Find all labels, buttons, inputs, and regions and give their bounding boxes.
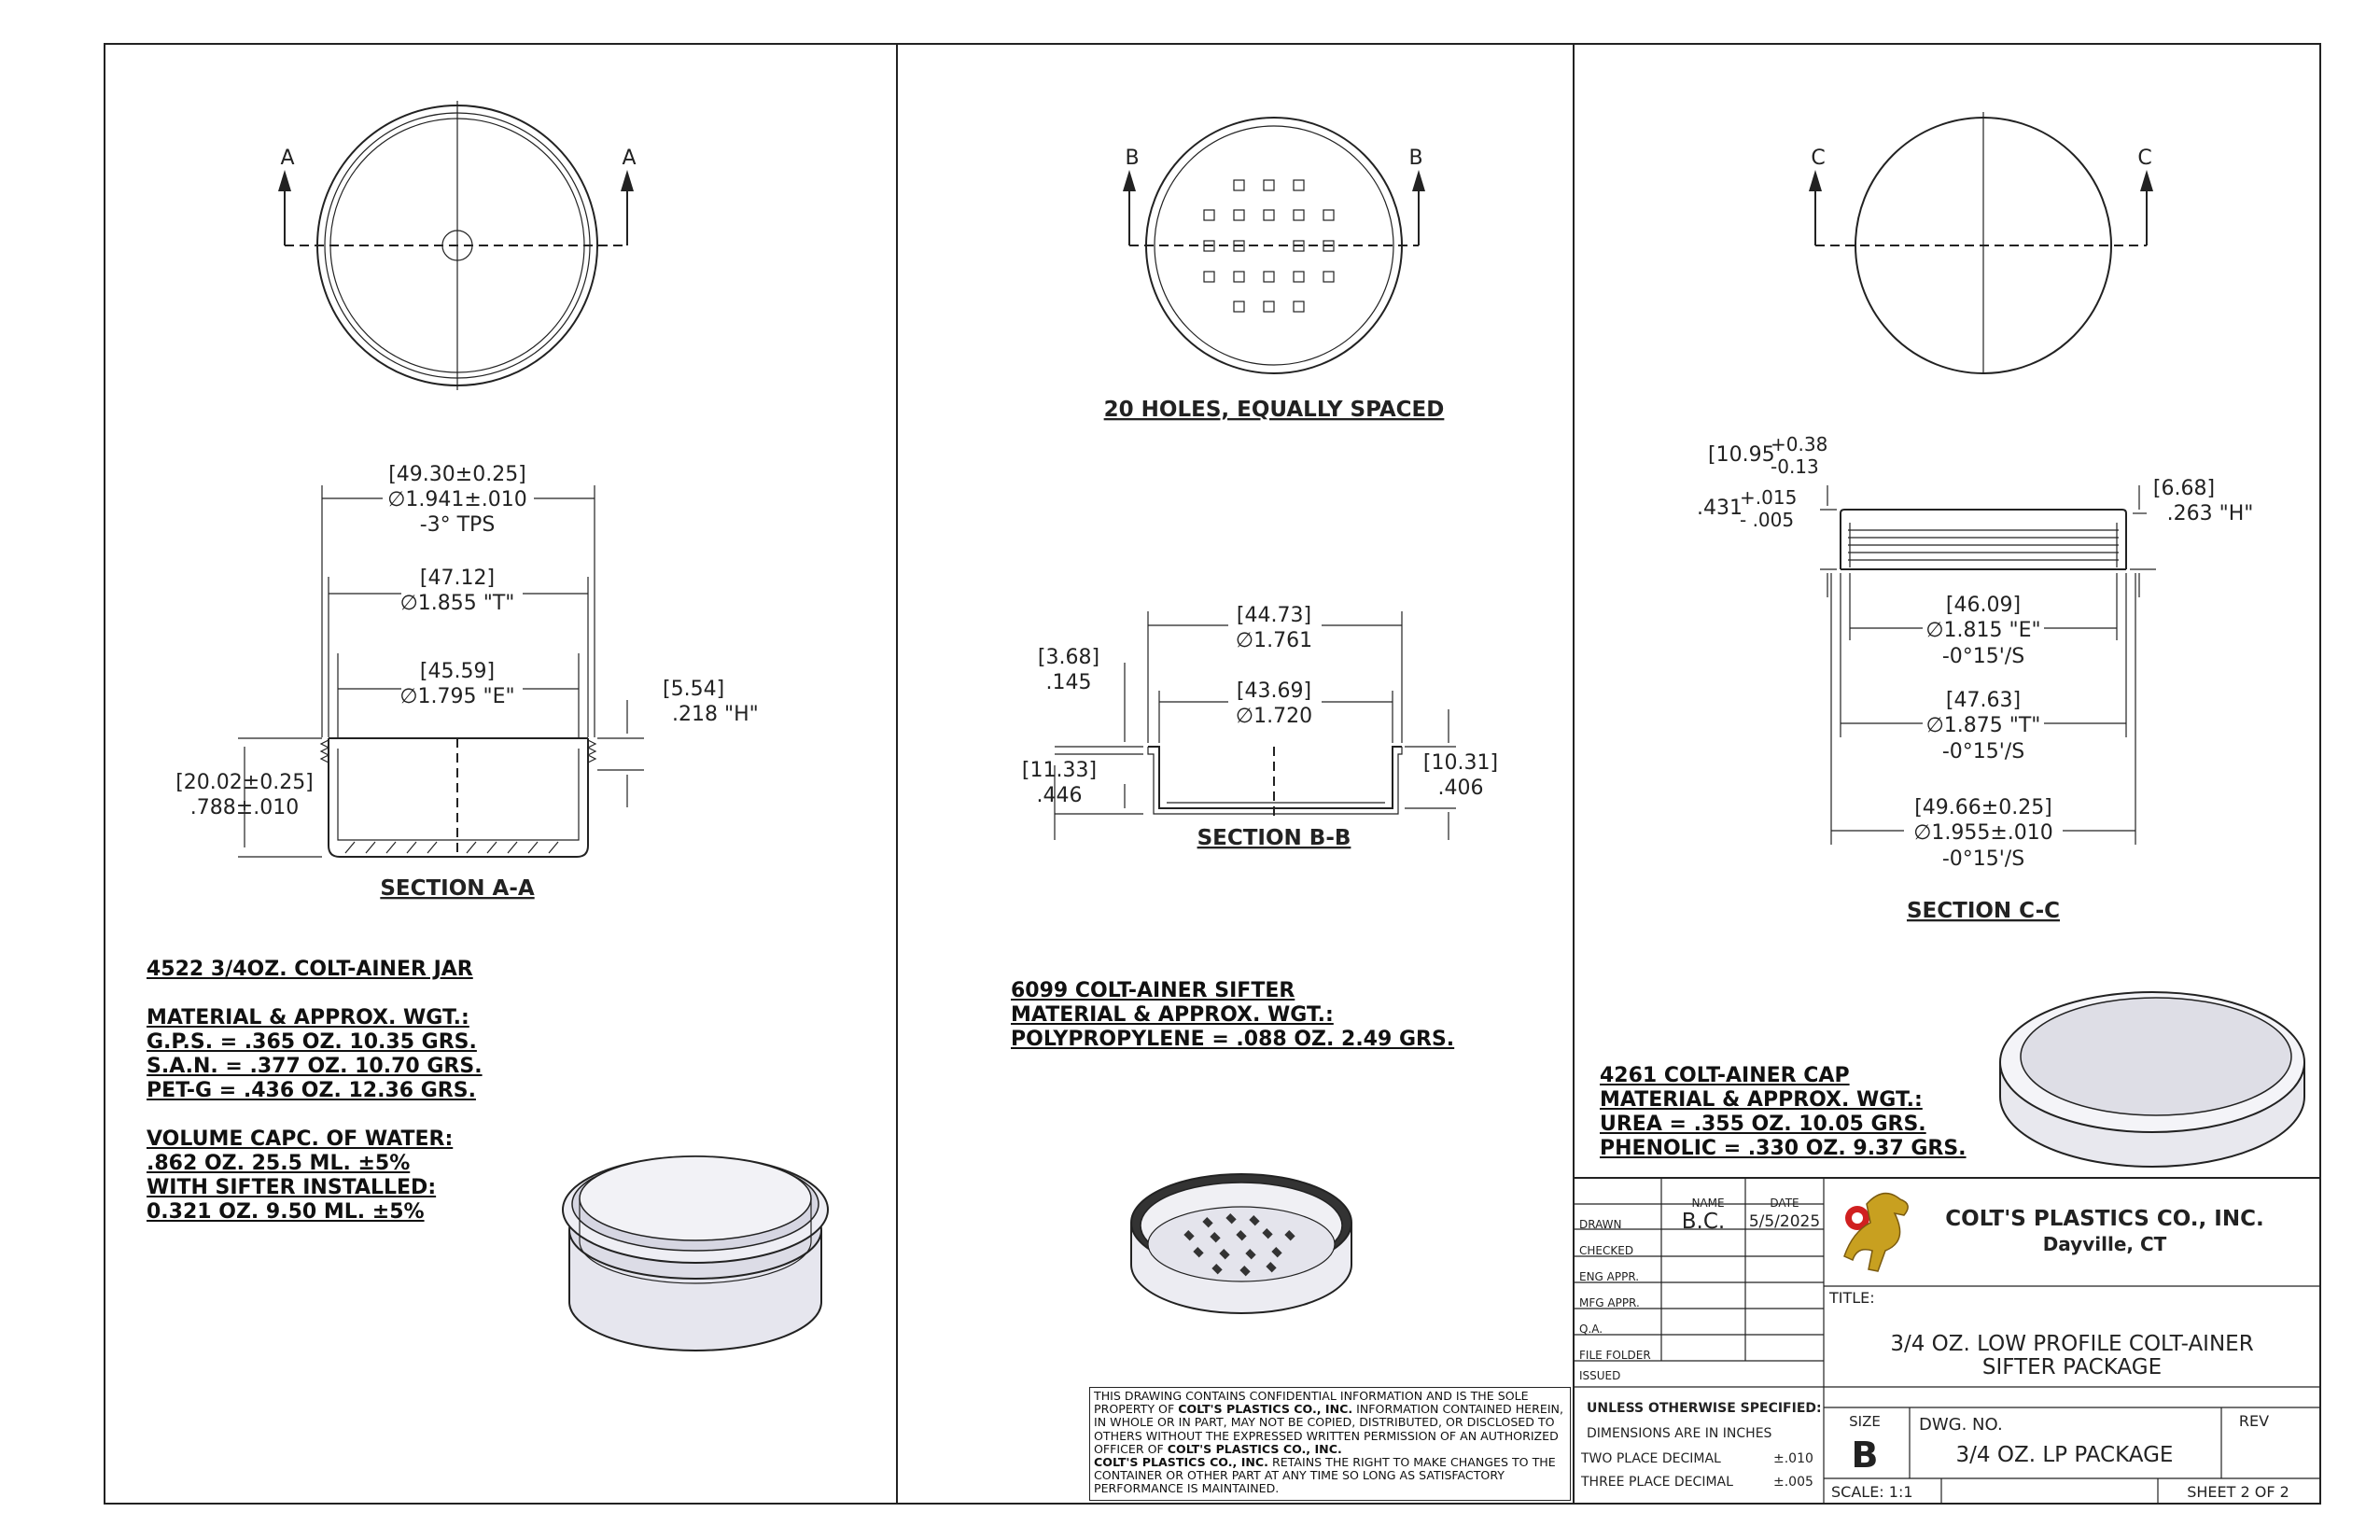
row-file-folder: FILE FOLDER [1579,1349,1651,1362]
jar-note-line [147,982,483,1006]
jar-isometric-render [563,1156,828,1351]
section-a-title: SECTION A-A [380,876,535,901]
cap-od-in: ∅1.955±.010 [1913,821,2053,845]
holes-note: 20 HOLES, EQUALLY SPACED [1103,398,1445,422]
jar-t-mm: [47.12] [419,567,496,590]
sheet-size: B [1851,1435,1879,1476]
jar-note-line: G.P.S. = .365 OZ. 10.35 GRS. [147,1030,477,1054]
two-place-decimal: TWO PLACE DECIMAL [1581,1451,1721,1466]
cap-note-line: MATERIAL & APPROX. WGT.: [1600,1088,1923,1112]
notice-company: COLT'S PLASTICS CO., INC. [1167,1441,1342,1456]
section-c-title: SECTION C-C [1906,899,2061,923]
size-label: SIZE [1849,1413,1881,1430]
cap-height-tol-minus: -0.13 [1771,455,1819,478]
cap-t-in: ∅1.875 "T" [1925,714,2041,737]
rev-label: REV [2238,1412,2270,1430]
cap-height-in-tol-minus: - .005 [1740,509,1795,531]
jar-e-mm: [45.59] [419,660,496,683]
row-issued: ISSUED [1579,1369,1621,1382]
sifter-id-mm: [43.69] [1236,679,1312,703]
cap-h-mm: [6.68] [2152,477,2216,500]
cap-height-in: .431 [1697,497,1743,520]
drawn-name: B.C. [1681,1210,1726,1234]
row-qa: Q.A. [1579,1323,1603,1336]
company-name: COLT'S PLASTICS CO., INC. [1945,1207,2264,1231]
section-arrow-label: A [622,147,637,170]
jar-note-line: PET-G = .436 OZ. 12.36 GRS. [147,1079,476,1102]
sifter-height2-in: .406 [1437,777,1484,800]
notice-company: COLT'S PLASTICS CO., INC. [1178,1402,1353,1417]
company-location: Dayville, CT [2042,1233,2167,1255]
jar-note-line: 0.321 OZ. 9.50 ML. ±5% [147,1200,425,1224]
two-place-tol: ±.010 [1773,1451,1813,1466]
jar-section-view [321,738,595,857]
sifter-notes [1011,979,1454,1052]
jar-notes [147,958,483,1225]
section-arrow-label: B [1125,147,1140,170]
sifter-id-in: ∅1.720 [1235,705,1313,728]
drawing-title-line2: SIFTER PACKAGE [1981,1355,2163,1379]
cap-section-view [1841,510,2126,569]
unless-specified: UNLESS OTHERWISE SPECIFIED: [1587,1401,1822,1416]
row-drawn: DRAWN [1579,1218,1622,1231]
notice-company: COLT'S PLASTICS CO., INC. [1094,1455,1268,1470]
jar-od-in: ∅1.941±.010 [387,488,527,511]
sifter-flange-in: .145 [1045,671,1092,694]
jar-note-line: WITH SIFTER INSTALLED: [147,1176,437,1199]
cap-e-mm: [46.09] [1945,594,2022,617]
sheet-number: SHEET 2 OF 2 [2187,1483,2289,1501]
section-b-title: SECTION B-B [1197,826,1351,850]
cap-notes [1600,1064,1967,1161]
proprietary-notice [1089,1387,1571,1501]
row-eng-appr: ENG APPR. [1579,1270,1640,1283]
row-mfg-appr: MFG APPR. [1579,1296,1640,1309]
notice-text: RETAINS THE RIGHT TO MAKE CHANGES TO THE CONTAINER OR OTHER PART AT ANY TIME SO LONG AS SATISFACTORY PERFORMANCE IS MAINTAINED. [1094,1455,1556,1496]
sifter-flange-mm: [3.68] [1037,646,1100,669]
dwg-no: 3/4 OZ. LP PACKAGE [1955,1443,2174,1467]
col-date: DATE [1770,1197,1799,1210]
jar-note-line: .862 OZ. 25.5 ML. ±5% [147,1152,411,1175]
sifter-note-line: POLYPROPYLENE = .088 OZ. 2.49 GRS. [1011,1028,1455,1051]
drawn-date: 5/5/2025 [1748,1212,1821,1231]
jar-height-mm: [20.02±0.25] [175,771,314,794]
sifter-od-in: ∅1.761 [1235,629,1313,652]
section-arrow-label: B [1408,147,1423,170]
cap-note-line: 4261 COLT-AINER CAP [1600,1064,1850,1087]
dims-in-inches: DIMENSIONS ARE IN INCHES [1587,1426,1772,1441]
notice-text: INFORMATION CONTAINED HEREIN, IN WHOLE OR IN PART, MAY NOT BE COPIED, DISTRIBUTED, OR DISCLOSED TO OTHERS WITHOUT THE EXPRESSED WRITTEN PERMISSION OF AN AUTHORIZED OFFICER OF [1094,1402,1563,1456]
sifter-note-line: MATERIAL & APPROX. WGT.: [1011,1003,1334,1027]
cap-t-mm: [47.63] [1945,689,2022,712]
jar-note-line: VOLUME CAPC. OF WATER: [147,1127,454,1151]
cap-h-in: .263 "H" [2166,502,2254,525]
jar-od-mm: [49.30±0.25] [388,463,526,486]
drawing-title-line1: 3/4 OZ. LOW PROFILE COLT-AINER [1890,1332,2254,1356]
cap-note-line: PHENOLIC = .330 OZ. 9.37 GRS. [1600,1137,1967,1160]
cap-e-note: -0°15'/S [1941,645,2025,668]
col-name: NAME [1691,1197,1725,1210]
section-arrow-label: C [1811,147,1826,170]
cap-isometric-render [2000,992,2304,1167]
sifter-top-view [1123,118,1425,373]
cap-od-note: -0°15'/S [1941,847,2025,871]
cap-height-mm: [10.95 [1708,443,1775,467]
cap-height-in-tol-plus: +.015 [1740,486,1798,509]
title-label: TITLE: [1829,1289,1875,1307]
dwg-no-label: DWG. NO. [1919,1415,2003,1435]
cap-od-mm: [49.66±0.25] [1914,796,2052,819]
cap-e-in: ∅1.815 "E" [1925,619,2041,642]
sifter-section-view [1148,747,1402,821]
sifter-note-line: 6099 COLT-AINER SIFTER [1011,979,1295,1002]
sifter-height-mm: [11.33] [1021,759,1098,782]
sifter-height2-mm: [10.31] [1422,751,1499,775]
jar-note-line: S.A.N. = .377 OZ. 10.70 GRS. [147,1055,483,1078]
sifter-height-in: .446 [1036,784,1083,807]
jar-od-note: -3° TPS [419,513,496,537]
jar-t-in: ∅1.855 "T" [399,592,515,615]
jar-height-in: .788±.010 [189,796,300,819]
three-place-tol: ±.005 [1773,1475,1813,1490]
notice-text: THIS DRAWING CONTAINS CONFIDENTIAL INFORMATION AND IS THE SOLE PROPERTY OF [1094,1389,1529,1417]
section-arrow-label: C [2137,147,2152,170]
jar-note-line: 4522 3/4OZ. COLT-AINER JAR [147,958,473,981]
sifter-isometric-render [1131,1174,1351,1313]
cap-t-note: -0°15'/S [1941,740,2025,763]
scale: SCALE: 1:1 [1831,1483,1913,1501]
jar-e-in: ∅1.795 "E" [399,685,515,708]
cap-top-view [1809,112,2153,373]
jar-top-view [278,101,637,390]
sifter-od-mm: [44.73] [1236,604,1312,627]
section-arrow-label: A [280,147,295,170]
horse-logo-icon [1844,1194,1908,1271]
cap-height-tol-plus: +0.38 [1771,433,1828,455]
jar-h-in: .218 "H" [672,703,759,726]
jar-h-mm: [5.54] [663,678,725,701]
jar-note-line: MATERIAL & APPROX. WGT.: [147,1006,469,1029]
row-checked: CHECKED [1579,1244,1634,1257]
three-place-decimal: THREE PLACE DECIMAL [1581,1475,1733,1490]
jar-note-line [147,1103,483,1127]
cap-note-line: UREA = .355 OZ. 10.05 GRS. [1600,1113,1926,1136]
